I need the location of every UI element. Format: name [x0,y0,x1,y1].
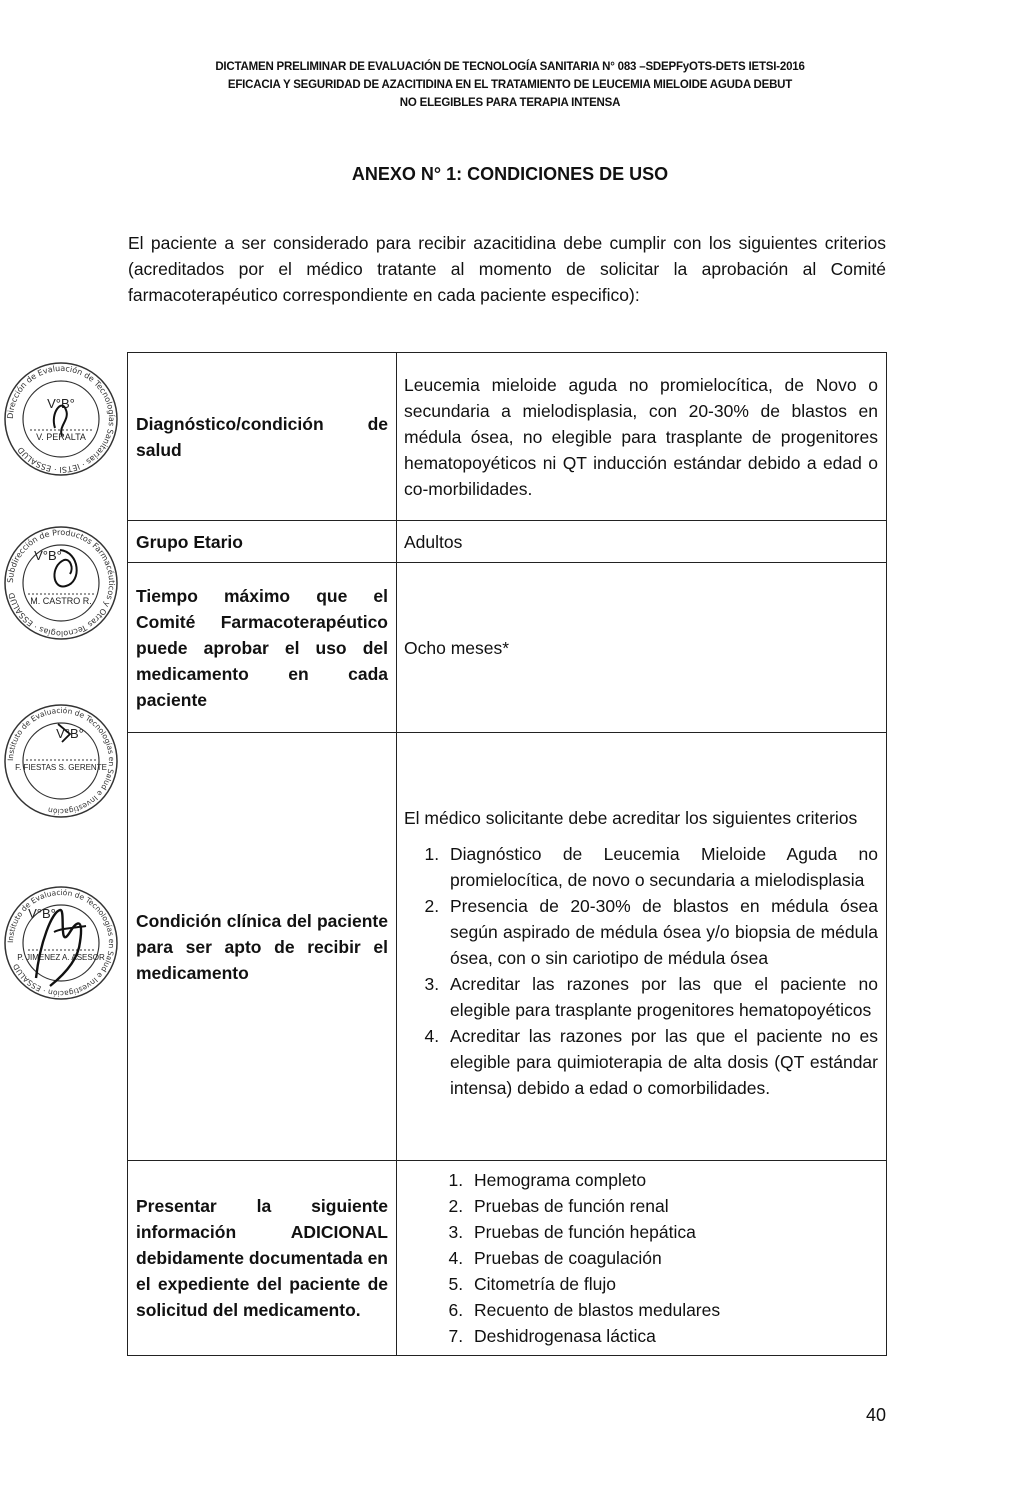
svg-text:M. CASTRO R.: M. CASTRO R. [30,596,92,606]
svg-text:V°B°: V°B° [56,726,84,741]
list-item: 7. Deshidrogenasa láctica [468,1323,878,1349]
page-number: 40 [865,1405,886,1425]
list-item: 6. Recuento de blastos medulares [468,1297,878,1323]
intro-paragraph: El paciente a ser considerado para recibir azacitidina debe cumplir con los siguientes criterios (acreditados por el médico tratante al momento de solicitar la aprobación al Comité farmacoterapéutico correspondiente en cada paciente especifico): [128,233,886,305]
seal-stamp-fiestas [0,700,122,822]
conditions-table [127,352,887,1356]
seal-stamp-peralta [0,358,122,480]
header-line-1: DICTAMEN PRELIMINAR DE EVALUACIÓN DE TECNOLOGÍA SANITARIA N° 083 –SDEPFyOTS-DETS IETSI-2016 [215,61,805,73]
row-value-grupo-etario: Adultos [397,521,887,563]
list-item: 2. Pruebas de función renal [468,1193,878,1219]
list-item: 3. Pruebas de función hepática [468,1219,878,1245]
row-value-tiempo-maximo: Ocho meses* [397,563,887,733]
criteria-intro: El médico solicitante debe acreditar los siguientes criterios [404,807,858,828]
svg-text:P. JIMENEZ A. ASESOR: P. JIMENEZ A. ASESOR [17,953,105,962]
row-label-informacion-adicional: Presentar la siguiente información ADICIONAL debidamente documentada en el expediente del paciente de solicitud del medicamento. [128,1161,397,1356]
header-line-2: EFICACIA Y SEGURIDAD DE AZACITIDINA EN EL TRATAMIENTO DE LEUCEMIA MIELOIDE AGUDA DEBUT [227,79,793,91]
additional-info-list [404,1167,878,1349]
document-header [130,58,890,112]
annex-title: ANEXO N° 1: CONDICIONES DE USO [351,164,669,184]
row-label-condicion-clinica: Condición clínica del paciente para ser apto de recibir el medicamento [128,733,397,1161]
list-item: 5. Citometría de flujo [468,1271,878,1297]
row-value-condicion-clinica [397,733,887,1161]
seal-stamp-jimenez [0,882,122,1004]
svg-text:Instituto de Evaluación de Tec: Instituto de Evaluación de Tecnologías en Salud e Investigación [5,705,117,817]
list-item: 4. Acreditar las razones por las que el paciente no es elegible para quimioterapia de alta dosis (QT estándar intensa) debido a edad o comorbilidades. [444,1023,878,1101]
svg-text:V°B°: V°B° [47,396,75,411]
seal-stamp-castro [0,522,122,644]
header-line-3: NO ELEGIBLES PARA TERAPIA INTENSA [399,97,621,109]
table-row [128,733,887,1161]
svg-text:V°B°: V°B° [34,548,62,563]
row-value-diagnostico: Leucemia mieloide aguda no promielocítica, de Novo o secundaria a mielodisplasia, con 20-30% de blastos en médula ósea, no elegible para trasplante de progenitores hematopoyéticos ni QT inducción estándar debido a edad o co-morbilidades. [397,353,887,521]
list-item: 2. Presencia de 20-30% de blastos en médula ósea según aspirado de médula ósea y/o biopsia de médula ósea, con o sin cariotipo de médula ósea [444,893,878,971]
list-item: 3. Acreditar las razones por las que el paciente no elegible para trasplante progenitores hematopoyéticos [444,971,878,1023]
table-row [128,521,887,563]
svg-text:Subdirección de Productos Farm: Subdirección de Productos Farmacéuticos y Otras Tecnologías · ESSALUD [5,527,117,639]
svg-text:F. FIESTAS S. GERENTE: F. FIESTAS S. GERENTE [15,763,107,772]
row-label-grupo-etario: Grupo Etario [128,521,397,563]
table-row [128,353,887,521]
row-value-informacion-adicional [397,1161,887,1356]
svg-text:Dirección de Evaluación de Tec: Dirección de Evaluación de Tecnologías Sanitarias · IETSI · ESSALUD [5,363,117,475]
svg-text:V. PERALTA: V. PERALTA [36,432,86,442]
list-item: 1. Hemograma completo [468,1167,878,1193]
svg-text:V°B°: V°B° [28,906,56,921]
row-label-tiempo-maximo: Tiempo máximo que el Comité Farmacoterapéutico puede aprobar el uso del medicamento en cada paciente [128,563,397,733]
table-row [128,1161,887,1356]
list-item: 4. Pruebas de coagulación [468,1245,878,1271]
list-item: 1. Diagnóstico de Leucemia Mieloide Aguda no promielocítica, de novo o secundaria a mielodisplasia [444,841,878,893]
row-label-diagnostico: Diagnóstico/condición de salud [128,353,397,521]
criteria-list [404,841,878,1101]
svg-text:Instituto de Evaluación de Tec: Instituto de Evaluación de Tecnologías en Salud e Investigación · ESSALUD [5,887,117,999]
table-row [128,563,887,733]
